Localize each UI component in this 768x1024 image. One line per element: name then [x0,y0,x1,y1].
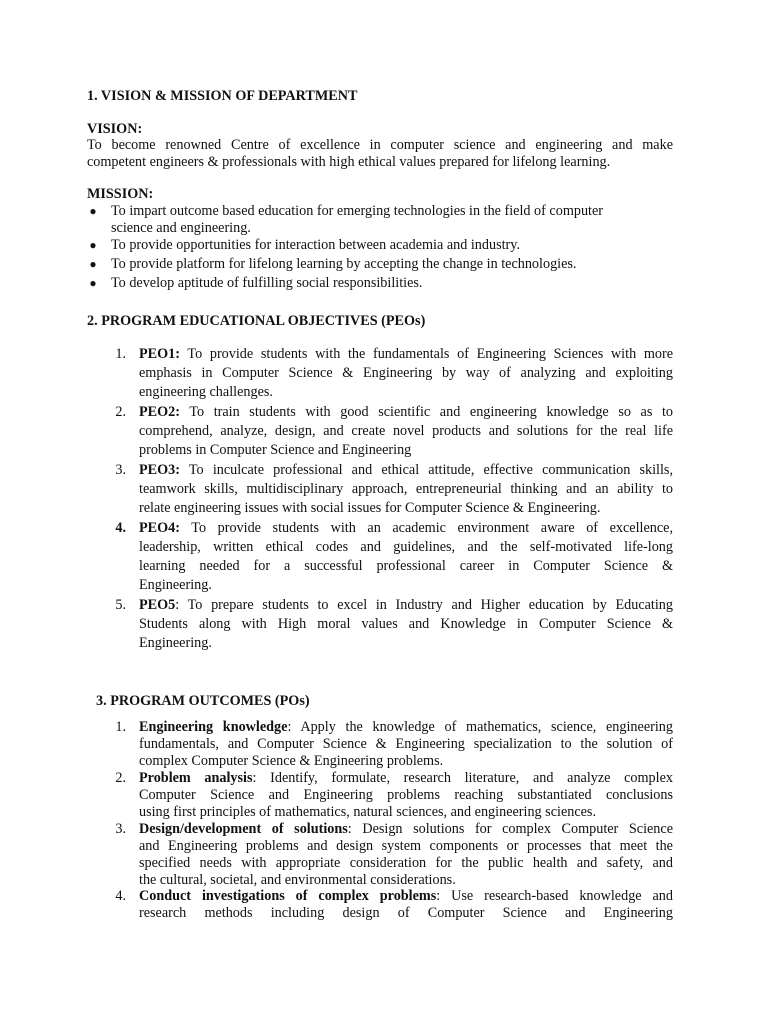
peo5-label: PEO5 [139,597,176,613]
peo5-number: 5. [115,597,126,613]
section2-heading: 2. PROGRAM EDUCATIONAL OBJECTIVES (PEOs) [87,313,426,329]
peo4-number: 4. [115,520,126,536]
peo2-label: PEO2: [139,404,180,420]
peo3-number: 3. [115,462,126,478]
peo5-line-1: PEO5: To prepare students to excel in Industry and Higher education by Educating [139,597,673,613]
mission-label: MISSION: [87,186,154,202]
bullet-icon: ● [89,276,97,290]
po3-line-1: Design/development of solutions: Design solutions for complex Computer Science [139,821,673,837]
vision-line-2: competent engineers & professionals with high ethical values prepared for lifelong learning. [87,154,611,170]
mission-item-2: To provide opportunities for interaction between academia and industry. [111,237,520,253]
bullet-icon: ● [89,204,97,218]
po3-line-3: specified needs with appropriate consideration for the public health and safety, and [139,855,673,871]
peo3-line-3: relate engineering issues with social issues for Computer Science & Engineering. [139,500,601,516]
peo2-line-2: comprehend, analyze, design, and create novel products and solutions for the real life [139,423,673,439]
po3-label: Design/development of solutions [139,821,348,837]
peo3-line-2: teamwork skills, multidisciplinary approach, entrepreneurial thinking and an ability to [139,481,673,497]
peo1-label: PEO1: [139,346,180,362]
mission-item-1-line-1: To impart outcome based education for emerging technologies in the field of computer [111,203,604,219]
po2-line-2: Computer Science and Engineering problems reaching substantiated conclusions [139,787,673,803]
section3-heading: 3. PROGRAM OUTCOMES (POs) [96,693,310,709]
peo2-line-3: problems in Computer Science and Engineering [139,442,412,458]
peo5-line-3: Engineering. [139,635,212,651]
po1-line-1: Engineering knowledge: Apply the knowledge of mathematics, science, engineering [139,719,673,735]
peo4-line-1: PEO4: To provide students with an academic environment aware of excellence, [139,520,673,536]
peo4-line-4: Engineering. [139,577,212,593]
peo1-number: 1. [115,346,126,362]
po1-line-3: complex Computer Science & Engineering problems. [139,753,444,769]
po3-line-2: and Engineering problems and design system components or processes that meet the [139,838,673,854]
peo2-number: 2. [115,404,126,420]
peo4-label: PEO4: [139,520,180,536]
po1-line-2: fundamentals, and Computer Science & Engineering specialization to the solution of [139,736,673,752]
po2-number: 2. [115,770,126,786]
vision-line-1: To become renowned Centre of excellence in computer science and engineering and make [87,137,673,153]
peo1-line-1: PEO1: To provide students with the fundamentals of Engineering Sciences with more [139,346,673,362]
peo3-line-1: PEO3: To inculcate professional and ethical attitude, effective communication skills, [139,462,673,478]
po4-line-2: research methods including design of Computer Science and Engineering [139,905,673,921]
bullet-icon: ● [89,257,97,271]
mission-item-3: To provide platform for lifelong learning by accepting the change in technologies. [111,256,577,272]
mission-item-4: To develop aptitude of fulfilling social responsibilities. [111,275,423,291]
bullet-icon: ● [89,238,97,252]
po4-label: Conduct investigations of complex problems [139,888,437,904]
po1-label: Engineering knowledge [139,719,288,735]
vision-label: VISION: [87,121,143,137]
section1-heading: 1. VISION & MISSION OF DEPARTMENT [87,88,358,104]
po2-line-1: Problem analysis: Identify, formulate, research literature, and analyze complex [139,770,673,786]
po1-number: 1. [115,719,126,735]
mission-item-1-line-2: science and engineering. [111,220,251,236]
po3-line-4: the cultural, societal, and environmental considerations. [139,872,456,888]
peo1-line-2: emphasis in Computer Science & Engineering by way of analyzing and exploiting [139,365,673,381]
peo4-line-3: learning needed for a successful professional career in Computer Science & [139,558,673,574]
peo4-line-2: leadership, written ethical codes and guidelines, and the self-motivated life-long [139,539,673,555]
peo5-line-2: Students along with High moral values and Knowledge in Computer Science & [139,616,673,632]
po4-number: 4. [115,888,126,904]
peo2-line-1: PEO2: To train students with good scientific and engineering knowledge so as to [139,404,673,420]
po4-line-1: Conduct investigations of complex problems: Use research-based knowledge and [139,888,673,904]
po3-number: 3. [115,821,126,837]
peo3-label: PEO3: [139,462,180,478]
peo1-line-3: engineering challenges. [139,384,273,400]
po2-label: Problem analysis [139,770,253,786]
po2-line-3: using first principles of mathematics, natural sciences, and engineering sciences. [139,804,596,820]
